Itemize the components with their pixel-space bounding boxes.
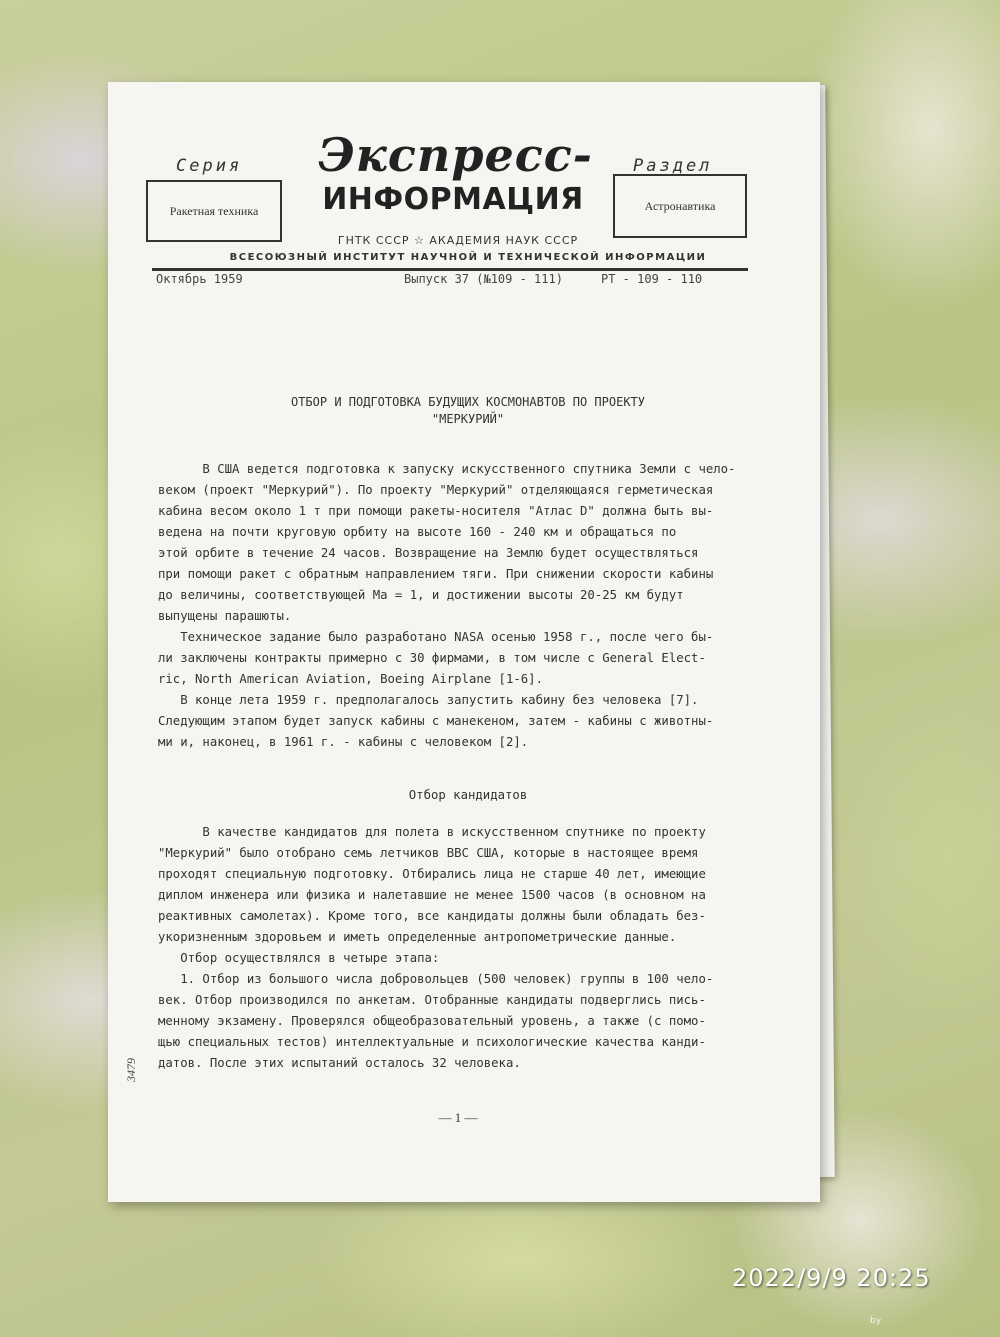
text-line: укоризненным здоровьем и иметь определенные антропометрические данные. <box>158 930 677 944</box>
page-number: — 1 — <box>438 1110 478 1125</box>
text-line: 1. Отбор из большого числа добровольцев (500 человек) группы в 100 чело- <box>158 972 714 986</box>
text-line: кабина весом около 1 т при помощи ракеты-носителя "Атлас D" должна быть вы- <box>158 504 714 518</box>
org-line-1: ГНТК СССР ☆ АКАДЕМИЯ НАУК СССР <box>337 234 579 247</box>
header-rule <box>152 268 748 271</box>
masthead-title: Экспресс- <box>318 128 593 182</box>
section-heading: Отбор кандидатов <box>408 788 528 802</box>
text-line: датов. После этих испытаний осталось 32 человека. <box>158 1056 521 1070</box>
text-line: этой орбите в течение 24 часов. Возвращение на Землю будет осуществляться <box>158 546 699 560</box>
text-line: проходят специальную подготовку. Отбирались лица не старше 40 лет, имеющие <box>158 867 706 881</box>
section-box <box>613 174 747 238</box>
text-line: реактивных самолетах). Кроме того, все кандидаты должны были обладать без- <box>158 909 706 923</box>
text-line: веком (проект "Меркурий"). По проекту "Меркурий" отделяющаяся герметическая <box>158 483 714 497</box>
text-line: В США ведется подготовка к запуску искусственного спутника Земли с чело- <box>158 462 736 476</box>
text-line: В качестве кандидатов для полета в искусственном спутнике по проекту <box>158 825 706 839</box>
text-line: менному экзамену. Проверялся общеобразовательный уровень, а также (с помо- <box>158 1014 706 1028</box>
text-line: щью специальных тестов) интеллектуальные и психологические качества канди- <box>158 1035 706 1049</box>
text-line: диплом инженера или физика и налетавшие не менее 1500 часов (в основном на <box>158 888 706 902</box>
text-line: при помощи ракет с обратным направлением тяги. При снижении скорости кабины <box>158 567 714 581</box>
text-line: ми и, наконец, в 1961 г. - кабины с человеком [2]. <box>158 735 529 749</box>
issue-date: Октябрь 1959 <box>156 272 243 286</box>
issue-code: РТ - 109 - 110 <box>601 272 703 286</box>
photo-watermark: by <box>870 1316 882 1326</box>
text-line: Техническое задание было разработано NASA осенью 1958 г., после чего бы- <box>158 630 714 644</box>
series-value: Ракетная техника <box>169 203 259 218</box>
text-line: Следующим этапом будет запуск кабины с манекеном, затем - кабины с животны- <box>158 714 714 728</box>
series-label: Серия <box>176 156 243 176</box>
section-label: Раздел <box>633 156 713 176</box>
document-title <box>218 394 718 428</box>
text-line: до величины, соответствующей Ма = 1, и достижении высоты 20-25 км будут <box>158 588 684 602</box>
text-line: "Меркурий" было отобрано семь летчиков ВВС США, которые в настоящее время <box>158 846 699 860</box>
photo-timestamp: 2022/9/9 20:25 <box>732 1264 931 1292</box>
masthead-subtitle: ИНФОРМАЦИЯ <box>322 182 584 217</box>
text-line: ли заключены контракты примерно с 30 фирмами, в том числе с General Elect- <box>158 651 706 665</box>
text-line: выпущены парашюты. <box>158 609 292 623</box>
org-line-2: ВСЕСОЮЗНЫЙ ИНСТИТУТ НАУЧНОЙ И ТЕХНИЧЕСКОЙ ИНФОРМАЦИИ <box>229 252 707 263</box>
text-line: ведена на почти круговую орбиту на высоте 160 - 240 км и обращаться по <box>158 525 677 539</box>
text-line: ric, North American Aviation, Boeing Airplane [1-6]. <box>158 672 543 686</box>
series-box <box>146 180 282 242</box>
margin-number: 3479 <box>124 1058 138 1082</box>
section-value: Астронавтика <box>644 198 716 213</box>
document-title-line-2: "МЕРКУРИЙ" <box>431 412 505 426</box>
text-line: В конце лета 1959 г. предполагалось запустить кабину без человека [7]. <box>158 693 699 707</box>
document-page <box>108 82 820 1202</box>
issue-number: Выпуск 37 (№109 - 111) <box>404 272 563 286</box>
section-text <box>158 822 768 1074</box>
text-line: век. Отбор производился по анкетам. Отобранные кандидаты подверглись пись- <box>158 993 706 1007</box>
intro-text <box>158 459 768 753</box>
document-title-line-1: ОТБОР И ПОДГОТОВКА БУДУЩИХ КОСМОНАВТОВ ПО ПРОЕКТУ <box>290 395 645 409</box>
text-line: Отбор осуществлялся в четыре этапа: <box>158 951 440 965</box>
